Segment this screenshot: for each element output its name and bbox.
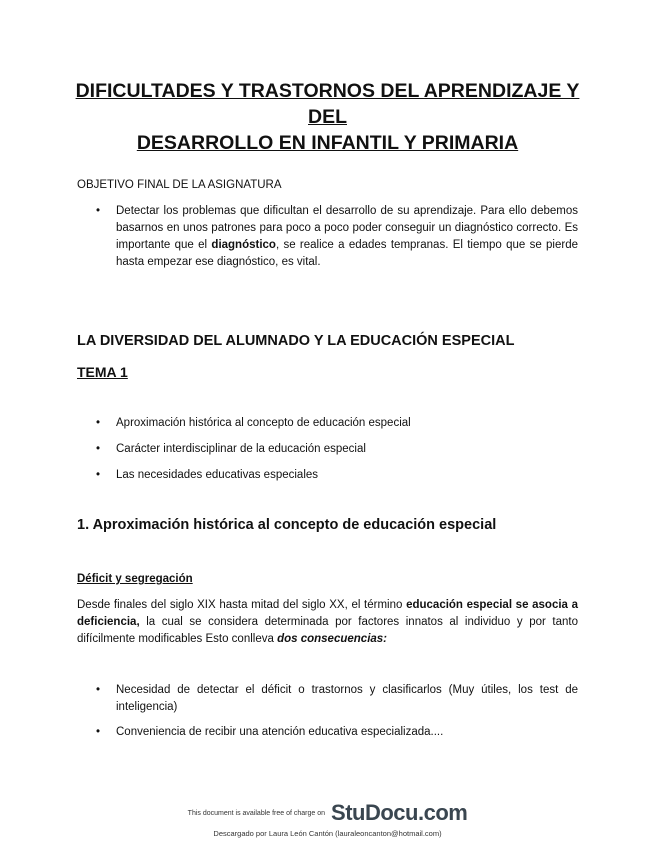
title-line-1: DIFICULTADES Y TRASTORNOS DEL APRENDIZAJE Y DEL <box>75 80 580 128</box>
topics-list <box>77 415 578 493</box>
objective-bullet <box>77 203 578 271</box>
consequences-list <box>77 682 578 749</box>
list-item: • Las necesidades educativas especiales <box>77 467 578 484</box>
objective-label: OBJETIVO FINAL DE LA ASIGNATURA <box>77 179 282 191</box>
studocu-logo-link[interactable]: StuDocu.com <box>331 800 468 825</box>
objective-text-bold: diagnóstico <box>211 239 276 251</box>
objective-list <box>77 203 578 271</box>
objective-text-part1: Detectar los problemas que dificultan el desarrollo de su aprendizaje. Para ello debemos basarnos en unos patrones para poco a poco poder conseguir un diagnóstico correcto. Es importante que el <box>116 205 578 251</box>
availability-note: This document is available free of charge on <box>187 809 326 817</box>
document-title <box>60 78 595 156</box>
list-item: • Aproximación histórica al concepto de educación especial <box>77 415 578 432</box>
paragraph-bold-italic: dos consecuencias: <box>277 633 388 645</box>
deficit-title: Déficit y segregación <box>77 573 193 585</box>
footer <box>0 800 655 838</box>
subheading: 1. Aproximación histórica al concepto de educación especial <box>77 517 497 533</box>
title-line-2: DESARROLLO EN INFANTIL Y PRIMARIA <box>136 132 519 154</box>
paragraph-bold: educación especial se asocia a deficiencia, <box>77 599 578 628</box>
objective-text-part2: , se realice a edades tempranas. El tiempo que se pierde hasta empezar ese diagnóstico, es vital. <box>116 239 578 268</box>
paragraph-part1: Desde finales del siglo XIX hasta mitad del siglo XX, el término <box>77 599 407 611</box>
section-heading: LA DIVERSIDAD DEL ALUMNADO Y LA EDUCACIÓN ESPECIAL <box>77 333 515 349</box>
list-item: • Necesidad de detectar el déficit o trastornos y clasificarlos (Muy útiles, los test de inteligencia) <box>77 682 578 716</box>
list-item: • Carácter interdisciplinar de la educación especial <box>77 441 578 458</box>
deficit-paragraph <box>77 597 578 648</box>
paragraph-part2: la cual se considera determinada por factores innatos al individuo y por tanto difícilmente modificables Esto conlleva <box>77 616 578 645</box>
download-note: Descargado por Laura León Cantón (lauraleoncanton@hotmail.com) <box>213 829 442 838</box>
list-item: • Conveniencia de recibir una atención educativa especializada.... <box>77 724 578 741</box>
tema-label: TEMA 1 <box>77 364 128 380</box>
